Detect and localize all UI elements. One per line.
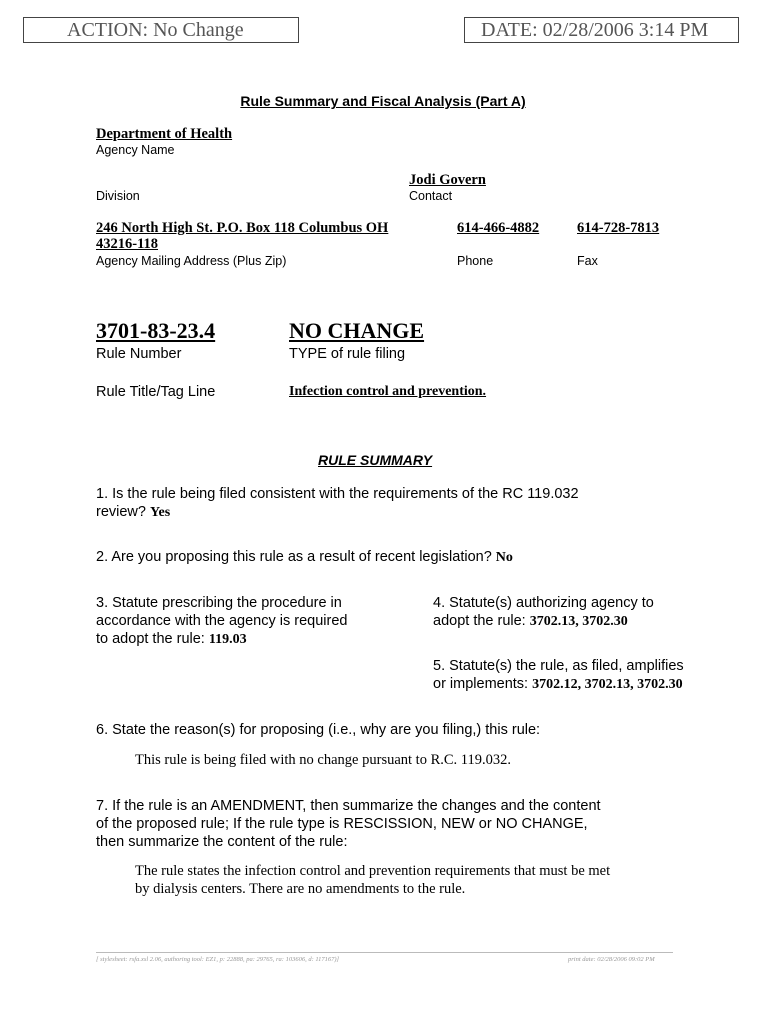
question-3-line-2: accordance with the agency is required [96,613,348,629]
question-1-line-2 [96,503,716,522]
address-label: Agency Mailing Address (Plus Zip) [96,254,287,268]
question-5-answer: 3702.12, 3702.13, 3702.30 [532,677,683,692]
division-label: Division [96,189,140,203]
rule-title-value: Infection control and prevention. [289,384,487,399]
question-5 [433,657,684,694]
rule-title-label: Rule Title/Tag Line [96,384,216,400]
filing-type-value: NO CHANGE [289,318,425,343]
question-3-answer: 119.03 [208,632,247,647]
question-6-answer: This rule is being filed with no change pursuant to R.C. 119.032. [135,752,512,768]
filing-type-label: TYPE of rule filing [289,346,406,362]
question-4-text: adopt the rule: [433,613,526,629]
question-4-answer: 3702.13, 3702.30 [529,614,628,629]
question-7-answer-line-1: The rule states the infection control and prevention requirements that must be met [135,863,611,879]
question-7-answer [135,862,610,898]
question-5-line-2 [433,675,684,694]
question-1 [96,485,716,522]
question-7 [96,797,601,851]
question-2 [96,548,513,567]
date-label: DATE: 02/28/2006 3:14 PM [481,19,709,41]
question-1-line-1: 1. Is the rule being filed consistent with the requirements of the RC 119.032 [96,486,579,502]
contact-value: Jodi Govern [409,172,486,188]
fax-label: Fax [577,254,598,268]
question-5-text: or implements: [433,676,529,692]
question-1-answer: Yes [150,505,171,520]
phone-value: 614-466-4882 [457,220,540,236]
action-box [23,17,299,43]
question-3-line-3 [96,630,347,649]
question-3-line-1: 3. Statute prescribing the procedure in [96,595,342,611]
rule-number-label: Rule Number [96,346,182,362]
rule-summary-heading: RULE SUMMARY [318,452,433,468]
question-2-answer: No [495,550,513,565]
agency-name-label: Agency Name [96,143,175,157]
question-5-line-1: 5. Statute(s) the rule, as filed, amplifies [433,658,684,674]
question-4 [433,594,654,631]
footer-print-date: print date: 02/28/2006 09:02 PM [568,956,655,963]
question-3-text: to adopt the rule: [96,631,205,647]
question-4-line-1: 4. Statute(s) authorizing agency to [433,595,654,611]
question-7-line-1: 7. If the rule is an AMENDMENT, then summarize the changes and the content [96,798,601,814]
contact-label: Contact [409,189,453,203]
question-7-line-3: then summarize the content of the rule: [96,834,348,850]
question-7-answer-line-2: by dialysis centers. There are no amendments to the rule. [135,881,466,897]
address-line-2: 43216-118 [96,236,159,252]
phone-label: Phone [457,254,494,268]
agency-name-value: Department of Health [96,126,233,142]
footer-rule [96,952,673,953]
date-box [464,17,739,43]
question-6: 6. State the reason(s) for proposing (i.e., why are you filing,) this rule: [96,722,541,738]
action-label: ACTION: No Change [67,19,244,41]
question-1-text: review? [96,504,146,520]
question-4-line-2 [433,612,654,631]
footer-stylesheet-info: [ stylesheet: rsfa.xsl 2.06, authoring tool: EZ1, p: 22888, pa: 29765, ra: 103606, d: 117167)] [96,956,340,963]
address-line-1: 246 North High St. P.O. Box 118 Columbus OH [96,220,389,236]
rule-number-value: 3701-83-23.4 [96,318,216,343]
form-title: Rule Summary and Fiscal Analysis (Part A) [240,93,526,109]
question-2-text: 2. Are you proposing this rule as a result of recent legislation? [96,549,492,565]
question-7-line-2: of the proposed rule; If the rule type is RESCISSION, NEW or NO CHANGE, [96,816,588,832]
question-3 [96,594,347,649]
fax-value: 614-728-7813 [577,220,660,236]
